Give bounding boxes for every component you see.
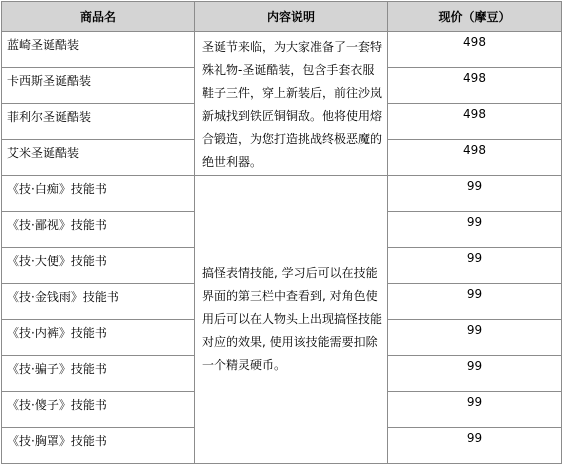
product-price: 99 [388,248,562,284]
product-name: 艾米圣诞酷装 [2,140,195,176]
product-name: 菲利尔圣诞酷装 [2,104,195,140]
product-price: 99 [388,320,562,356]
product-name: 《技·傻子》技能书 [2,392,195,428]
product-price: 99 [388,284,562,320]
product-name: 《技·骗子》技能书 [2,356,195,392]
product-price: 498 [388,68,562,104]
product-price-table [1,1,562,464]
product-name: 蓝崎圣诞酷装 [2,32,195,68]
product-price: 99 [388,176,562,212]
product-name: 《技·胸罩》技能书 [2,428,195,464]
table-row [2,176,562,212]
product-name: 《技·鄙视》技能书 [2,212,195,248]
product-name: 《技·内裤》技能书 [2,320,195,356]
product-description-skills: 搞怪表情技能, 学习后可以在技能界面的第三栏中查看到, 对角色使用后可以在人物头上出现搞怪技能对应的效果, 使用该技能需要扣除一个精灵硬币。 [195,176,388,464]
product-name: 《技·白痴》技能书 [2,176,195,212]
product-price: 498 [388,140,562,176]
product-name: 卡西斯圣诞酷装 [2,68,195,104]
product-price: 99 [388,428,562,464]
table-row [2,32,562,68]
product-name: 《技·大便》技能书 [2,248,195,284]
header-current-price: 现价（摩豆） [388,2,562,32]
product-price: 498 [388,104,562,140]
table-header-row [2,2,562,32]
header-product-name: 商品名 [2,2,195,32]
product-price: 498 [388,32,562,68]
product-price: 99 [388,356,562,392]
product-price: 99 [388,392,562,428]
header-description: 内容说明 [195,2,388,32]
product-description-outfits: 圣诞节来临，为大家准备了一套特殊礼物-圣诞酷装，包含手套衣服鞋子三件，穿上新装后，前往沙岚新城找到铁匠铜铜敌。他将使用熔合锻造，为您打造挑战终极恶魔的绝世利器。 [195,32,388,176]
product-name: 《技·金钱雨》技能书 [2,284,195,320]
product-price: 99 [388,212,562,248]
